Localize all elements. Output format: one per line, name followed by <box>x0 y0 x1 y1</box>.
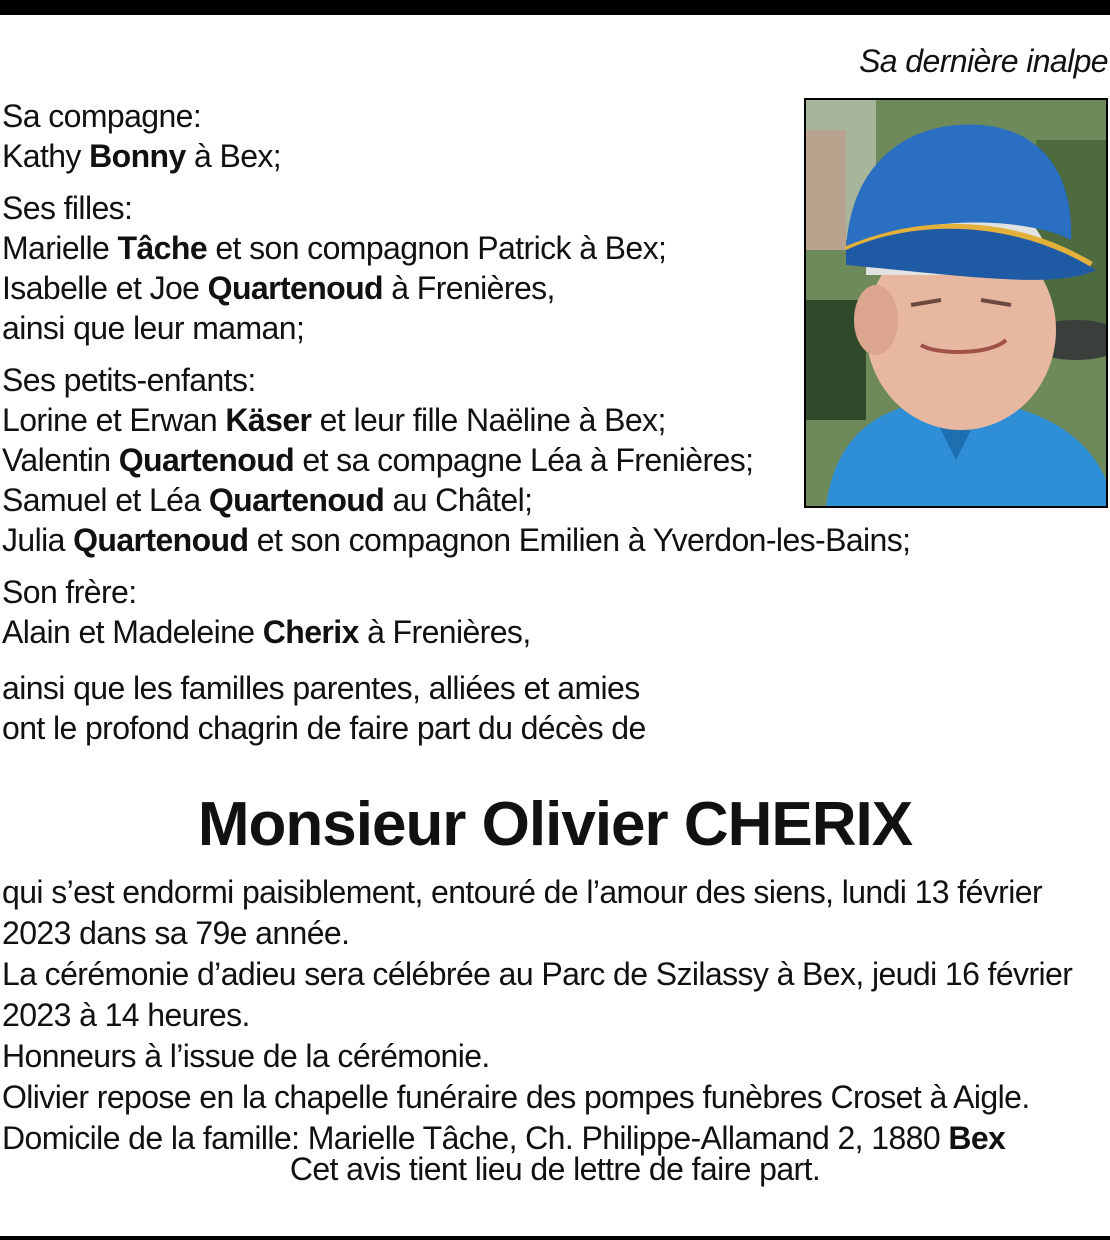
text: Samuel et Léa <box>2 482 209 518</box>
announcement-section <box>2 668 802 748</box>
grandchildren-heading: Ses petits-enfants: <box>2 362 256 398</box>
closing-note: Cet avis tient lieu de lettre de faire part. <box>289 1151 821 1187</box>
detail-line: 2023 à 14 heures. <box>2 997 250 1033</box>
text: à Frenières, <box>383 270 555 306</box>
text: Domicile de la famille: Marielle Tâche, Ch. Philippe-Allamand 2, 1880 <box>2 1120 949 1156</box>
announcement-line: ont le profond chagrin de faire part du décès de <box>2 710 646 746</box>
surname: Bonny <box>89 138 186 174</box>
surname: Käser <box>225 402 312 438</box>
tagline: Sa dernière inalpe <box>859 43 1108 79</box>
surname: Quartenoud <box>208 482 385 518</box>
text: et son compagnon Emilien à Yverdon-les-Bains; <box>248 522 911 558</box>
text: Lorine et Erwan <box>2 402 226 438</box>
daughter-line: ainsi que leur maman; <box>2 310 305 346</box>
text: au Châtel; <box>384 482 533 518</box>
family-list <box>2 96 911 748</box>
grandchild-line <box>2 480 802 520</box>
text: Alain et Madeleine <box>2 614 263 650</box>
town: Bex <box>948 1120 1006 1156</box>
companion-section <box>2 96 802 176</box>
text: à Bex; <box>185 138 282 174</box>
surname: Tâche <box>117 230 208 266</box>
text: Isabelle et Joe <box>2 270 208 306</box>
brother-line <box>2 612 802 652</box>
details-section <box>2 872 1110 1159</box>
companion-heading: Sa compagne: <box>2 98 202 134</box>
text: et sa compagne Léa à Frenières; <box>294 442 754 478</box>
daughter-line <box>2 228 802 268</box>
top-rule <box>0 0 1110 15</box>
surname: Quartenoud <box>207 270 383 306</box>
text: Kathy <box>2 138 90 174</box>
detail-line: qui s’est endormi paisiblement, entouré de l’amour des siens, lundi 13 février <box>2 874 1042 910</box>
portrait-photo <box>804 98 1108 508</box>
announcement-line: ainsi que les familles parentes, alliées et amies <box>2 670 640 706</box>
brother-section <box>2 572 802 652</box>
text: Valentin <box>2 442 119 478</box>
text: Marielle <box>2 230 118 266</box>
daughters-heading: Ses filles: <box>2 190 133 226</box>
deceased-name: Monsieur Olivier CHERIX <box>197 790 913 859</box>
surname: Cherix <box>262 614 359 650</box>
text: et leur fille Naëline à Bex; <box>311 402 666 438</box>
daughter-line <box>2 268 802 308</box>
brother-heading: Son frère: <box>2 574 137 610</box>
bottom-rule <box>0 1236 1110 1240</box>
grandchild-line <box>2 520 911 560</box>
companion-line <box>2 136 802 176</box>
surname: Quartenoud <box>118 442 295 478</box>
text: Julia <box>2 522 74 558</box>
detail-line: Honneurs à l’issue de la cérémonie. <box>2 1038 490 1074</box>
detail-line: Olivier repose en la chapelle funéraire des pompes funèbres Croset à Aigle. <box>2 1079 1030 1115</box>
detail-line: 2023 dans sa 79e année. <box>2 915 350 951</box>
surname: Quartenoud <box>73 522 249 558</box>
detail-line: La cérémonie d’adieu sera célébrée au Parc de Szilassy à Bex, jeudi 16 février <box>2 956 1073 992</box>
grandchild-line <box>2 400 802 440</box>
text: et son compagnon Patrick à Bex; <box>207 230 667 266</box>
text: à Frenières, <box>358 614 531 650</box>
grandchildren-section <box>2 360 911 560</box>
daughters-section <box>2 188 802 348</box>
grandchild-line <box>2 440 802 480</box>
